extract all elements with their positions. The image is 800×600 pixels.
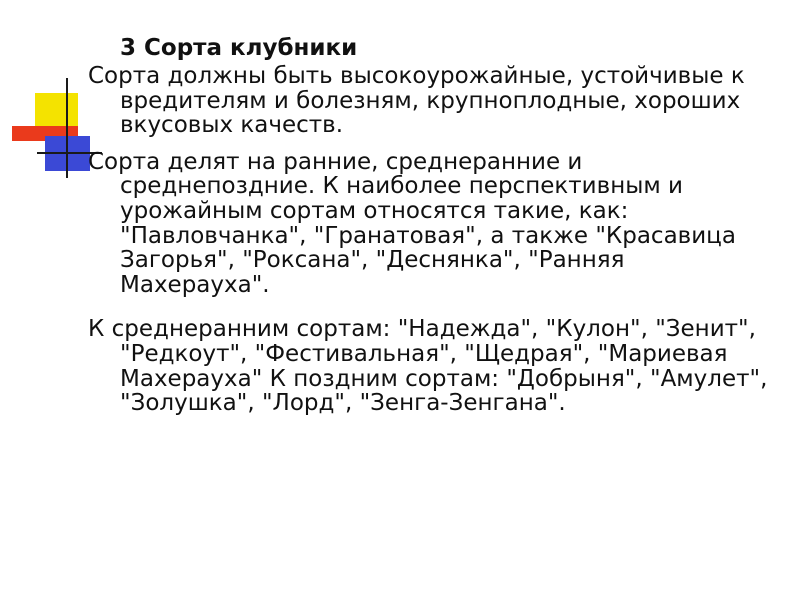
paragraph-requirements: Сорта должны быть высокоурожайные, устойчивые к вредителям и болезням, крупноплодные, хороших вкусовых качеств.	[88, 63, 745, 139]
paragraph-early-varieties: Сорта делят на ранние, среднеранние и среднепоздние. К наиболее перспективным и урожайным сортам относятся такие, как: "Павловчанка", "Гранатовая", а также "Красавица Загорья", "Роксана", "Деснянка", "Ранняя Махерауха".	[88, 148, 736, 298]
slide-title: 3 Сорта клубники	[120, 35, 358, 61]
vertical-line	[66, 78, 68, 178]
paragraph-mid-late-varieties: К среднеранним сортам: "Надежда", "Кулон", "Зенит", "Редкоут", "Фестивальная", "Щедрая", "Мариевая Махерауха" К поздним сортам: "Добрыня", "Амулет", "Золушка", "Лорд", "Зенга-Зенгана".	[88, 316, 768, 417]
slide-body	[88, 64, 778, 424]
